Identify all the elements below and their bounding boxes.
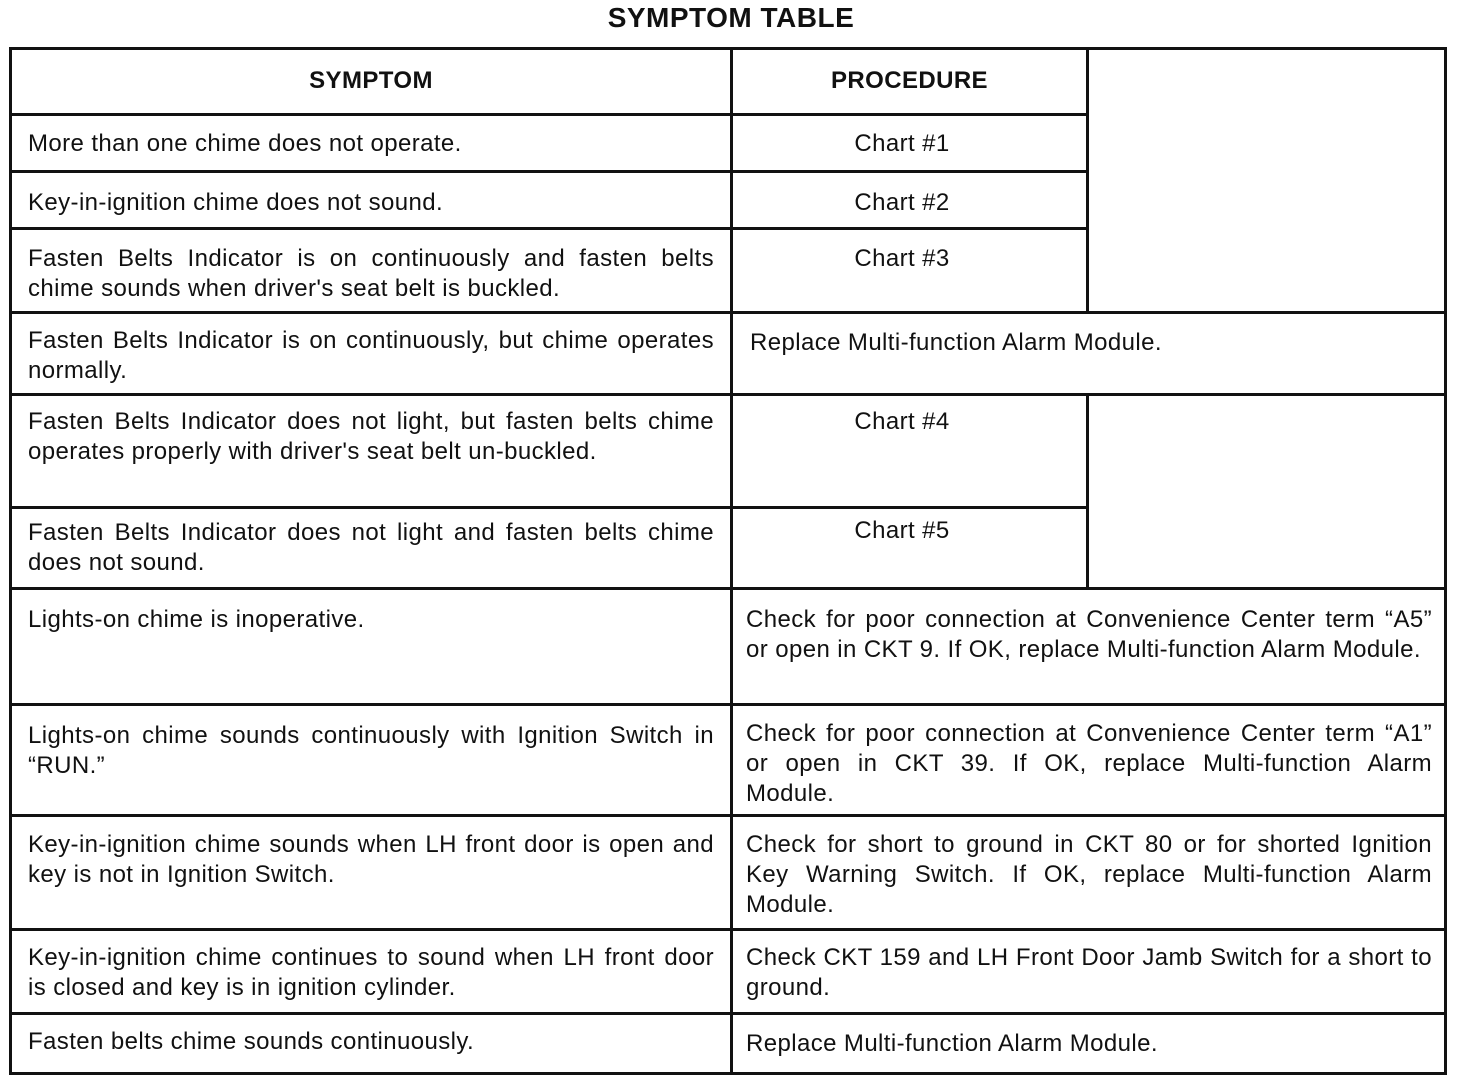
table-row-symptom: Lights-on chime sounds continuously with Ignition Switch in “RUN.”: [28, 722, 714, 779]
table-row-procedure: Replace Multi-function Alarm Module.: [750, 329, 1162, 356]
row-divider: [9, 170, 1089, 173]
row-divider: [9, 814, 1447, 817]
table-row-symptom: Fasten Belts Indicator is on continuously, but chime operates normally.: [28, 327, 714, 384]
table-row-procedure: Check for short to ground in CKT 80 or for shorted Ignition Key Warning Switch. If OK, replace Multi-function Alarm Module.: [746, 831, 1432, 918]
row-divider: [9, 587, 1447, 590]
row-divider: [9, 1012, 1447, 1015]
column-divider: [730, 47, 733, 1075]
empty-column-divider: [1086, 47, 1089, 313]
table-row-procedure: Chart #3: [854, 245, 950, 272]
table-row-procedure: Chart #2: [854, 189, 950, 216]
table-row-symptom: Fasten Belts Indicator does not light and fasten belts chime does not sound.: [28, 519, 714, 576]
table-row-symptom: Fasten belts chime sounds continuously.: [28, 1028, 475, 1055]
row-divider: [9, 113, 1089, 116]
table-row-symptom: Fasten Belts Indicator is on continuously and fasten belts chime sounds when driver's seat belt is buckled.: [28, 245, 714, 302]
empty-column-divider: [1086, 395, 1089, 589]
row-divider: [9, 393, 1447, 396]
table-row-procedure: Chart #5: [854, 517, 950, 544]
table-row-procedure: Chart #4: [854, 408, 950, 435]
table-row-procedure: Check for poor connection at Convenience Center term “A1” or open in CKT 39. If OK, replace Multi-function Alarm Module.: [746, 720, 1432, 807]
table-row-symptom: Fasten Belts Indicator does not light, but fasten belts chime operates properly with driver's seat belt un-buckled.: [28, 408, 714, 465]
table-row-symptom: Key-in-ignition chime continues to sound when LH front door is closed and key is in ignition cylinder.: [28, 944, 714, 1001]
table-row-symptom: Key-in-ignition chime sounds when LH front door is open and key is not in Ignition Switch.: [28, 831, 714, 888]
row-divider: [9, 227, 1089, 230]
header-procedure: PROCEDURE: [831, 67, 988, 94]
header-symptom: SYMPTOM: [309, 67, 433, 94]
table-row-procedure: Check for poor connection at Convenience Center term “A5” or open in CKT 9. If OK, replace Multi-function Alarm Module.: [746, 606, 1432, 663]
table-row-procedure: Check CKT 159 and LH Front Door Jamb Switch for a short to ground.: [746, 944, 1432, 1001]
table-row-symptom: Key-in-ignition chime does not sound.: [28, 189, 444, 216]
row-divider: [9, 311, 1447, 314]
table-row-symptom: More than one chime does not operate.: [28, 130, 462, 157]
page-title: SYMPTOM TABLE: [607, 2, 855, 33]
row-divider: [9, 928, 1447, 931]
table-row-procedure: Replace Multi-function Alarm Module.: [746, 1030, 1158, 1057]
row-divider: [9, 506, 1089, 509]
row-divider: [9, 703, 1447, 706]
table-row-symptom: Lights-on chime is inoperative.: [28, 606, 365, 633]
table-row-procedure: Chart #1: [854, 130, 950, 157]
